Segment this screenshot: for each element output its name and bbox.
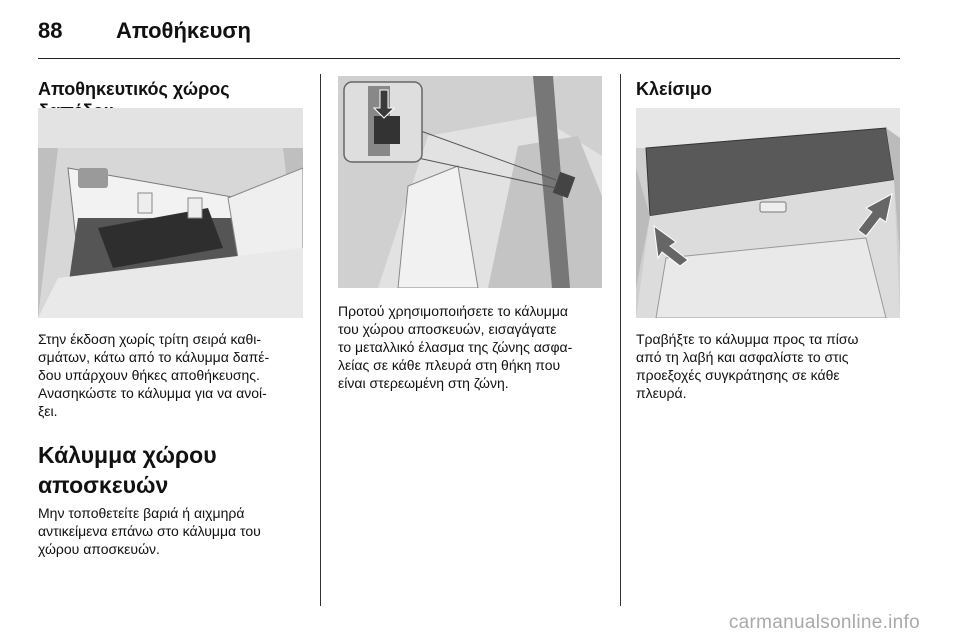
text-line: δου υπάρχουν θήκες αποθήκευσης. <box>38 367 260 383</box>
text-line: του χώρου αποσκευών, εισαγάγατε <box>338 321 557 337</box>
page-header <box>38 16 900 56</box>
column-divider-2 <box>620 74 621 606</box>
text-line: χώρου αποσκευών. <box>38 541 160 557</box>
column-1-body <box>38 330 310 558</box>
closing-paragraph <box>636 330 900 402</box>
heading-line: Κάλυμμα χώρου <box>38 442 217 468</box>
heading-floor-storage: Αποθηκευτικός χώρος <box>38 79 230 99</box>
column-2-body <box>338 302 610 392</box>
chapter-title: Αποθήκευση <box>116 18 251 43</box>
heading-closing: Κλείσιμο <box>636 79 712 99</box>
column-3 <box>636 78 900 100</box>
page-number: 88 <box>38 18 63 43</box>
text-line: σμάτων, κάτω από το κάλυμμα δαπέ- <box>38 349 270 365</box>
figure-floor-storage <box>38 108 303 318</box>
text-line: Μην τοποθετείτε βαριά ή αιχμηρά <box>38 505 245 521</box>
text-line: από τη λαβή και ασφαλίστε το στις <box>636 349 849 365</box>
header-rule <box>38 58 900 59</box>
seatbelt-paragraph <box>338 302 610 392</box>
text-line: είναι στερεωμένη στη ζώνη. <box>338 375 509 391</box>
text-line: το μεταλλικό έλασμα της ζώνης ασφα- <box>338 339 573 355</box>
figure-cover-closing <box>636 108 900 318</box>
text-line: λείας σε κάθε πλευρά στη θήκη που <box>338 357 561 373</box>
text-line: Τραβήξτε το κάλυμμα προς τα πίσω <box>636 331 859 347</box>
text-line: Ανασηκώστε το κάλυμμα για να ανοί- <box>38 385 267 401</box>
watermark: carmanualsonline.info <box>728 612 920 633</box>
floor-storage-paragraph <box>38 330 310 420</box>
figure-seatbelt-holder <box>338 76 602 288</box>
text-line: ξει. <box>38 403 58 419</box>
text-line: προεξοχές συγκράτησης σε κάθε <box>636 367 840 383</box>
column-3-body <box>636 330 900 402</box>
text-line: αντικείμενα επάνω στο κάλυμμα του <box>38 523 261 539</box>
column-divider-1 <box>320 74 321 606</box>
text-line: Στην έκδοση χωρίς τρίτη σειρά καθι- <box>38 331 262 347</box>
luggage-cover-paragraph <box>38 504 310 558</box>
heading-luggage-cover <box>38 440 310 500</box>
heading-line: αποσκευών <box>38 472 169 498</box>
text-line: Προτού χρησιμοποιήσετε το κάλυμμα <box>338 303 568 319</box>
text-line: πλευρά. <box>636 385 687 401</box>
